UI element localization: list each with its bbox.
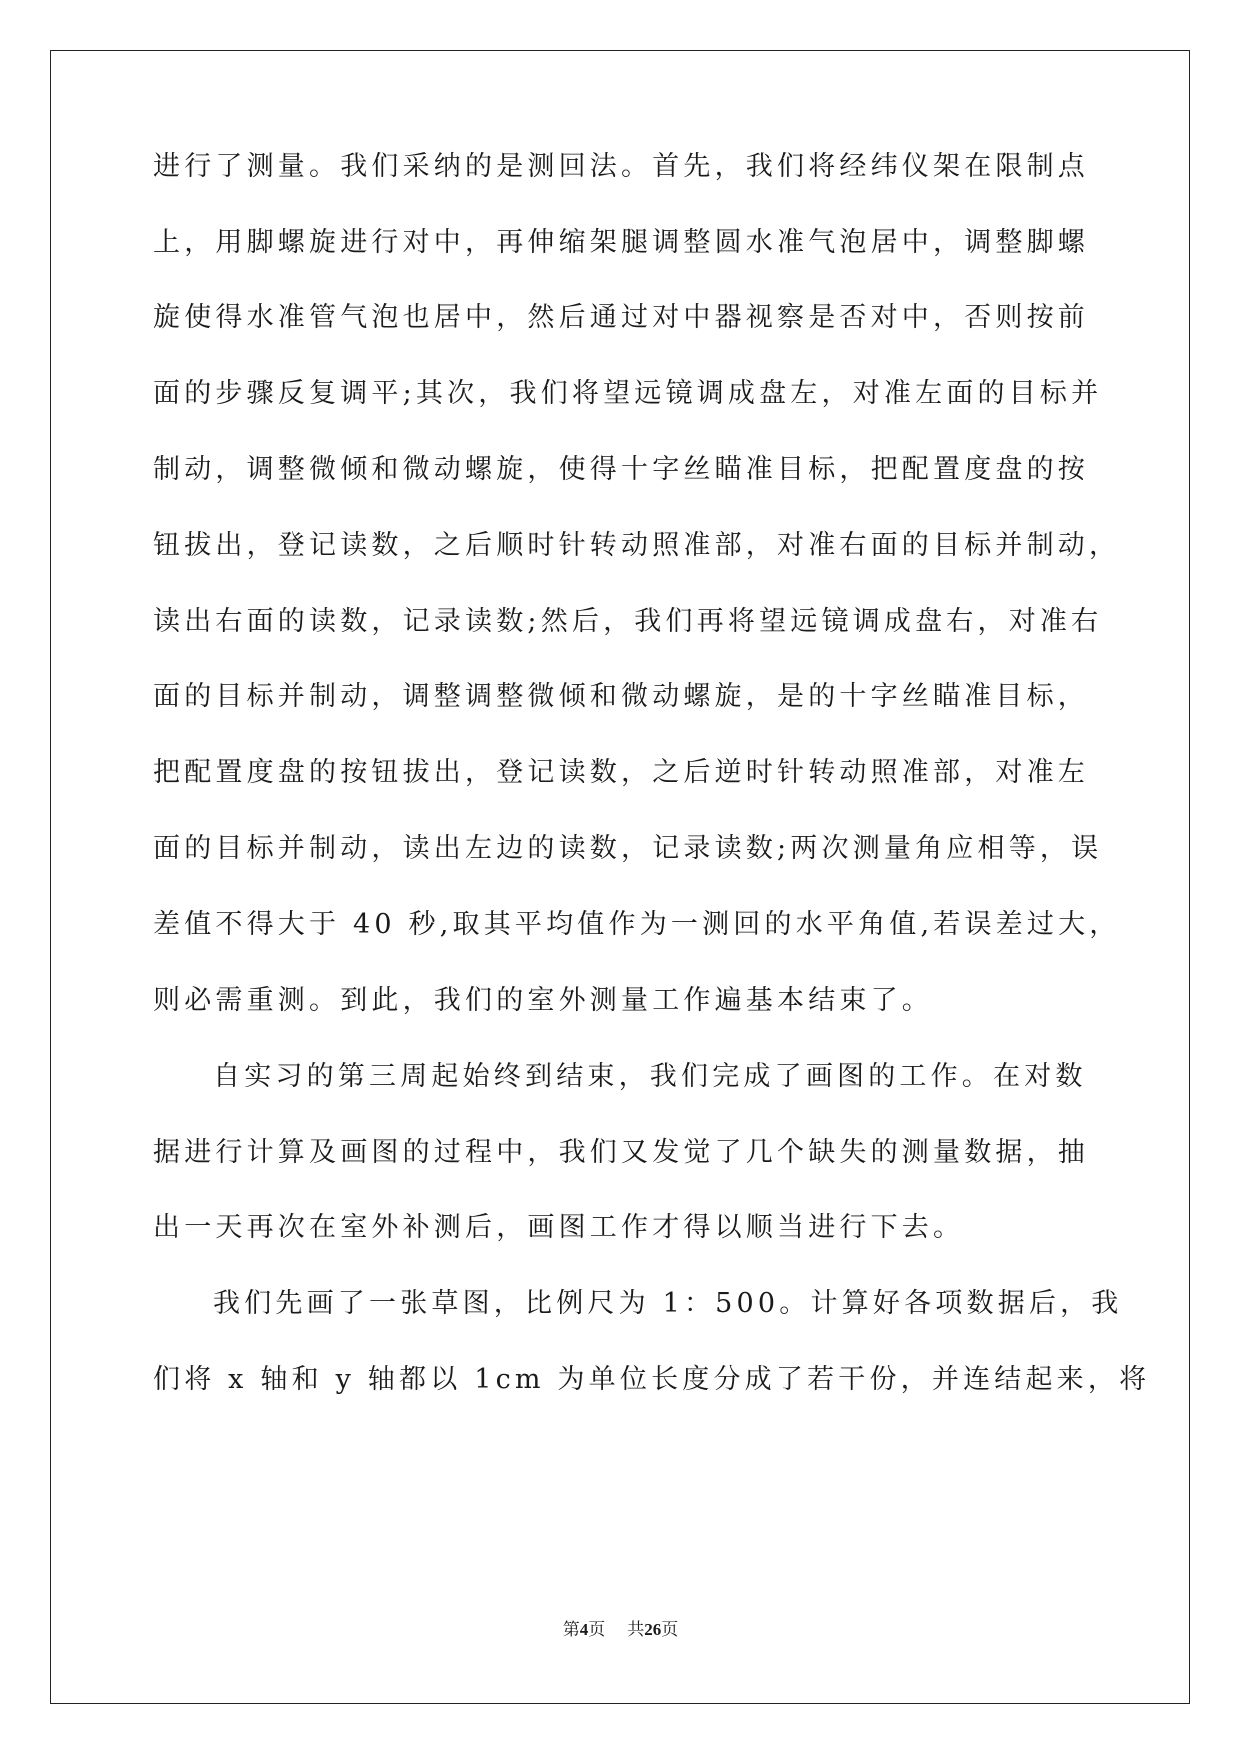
- text-line: 旋使得水准管气泡也居中，然后通过对中器视察是否对中，否则按前: [153, 302, 1089, 333]
- current-page-number: 4: [579, 1620, 589, 1639]
- text-line: 进行了测量。我们采纳的是测回法。首先，我们将经纬仪架在限制点: [153, 151, 1089, 182]
- text-line: 差值不得大于 40 秒,取其平均值作为一测回的水平角值,若误差过大，: [153, 909, 1121, 940]
- text-line: 据进行计算及画图的过程中，我们又发觉了几个缺失的测量数据，抽: [153, 1137, 1089, 1168]
- text-line: 制动，调整微倾和微动螺旋，使得十字丝瞄准目标，把配置度盘的按: [153, 454, 1089, 485]
- text-line: 面的步骤反复调平;其次，我们将望远镜调成盘左，对准左面的目标并: [153, 378, 1103, 409]
- text-line: 面的目标并制动，读出左边的读数，记录读数;两次测量角应相等，误: [153, 833, 1103, 864]
- footer-total-prefix: 共: [627, 1620, 645, 1639]
- footer-page-word: 页: [588, 1620, 606, 1639]
- text-line: 上，用脚螺旋进行对中，再伸缩架腿调整圆水准气泡居中，调整脚螺: [153, 227, 1089, 258]
- paragraph-first-line: 自实习的第三周起始终到结束，我们完成了画图的工作。在对数: [213, 1061, 1087, 1092]
- text-line: 们将 x 轴和 y 轴都以 1cm 为单位长度分成了若干份，并连结起来，将: [153, 1364, 1151, 1395]
- paragraph-first-line: 我们先画了一张草图，比例尺为 1：500。计算好各项数据后，我: [213, 1288, 1123, 1319]
- text-line: 读出右面的读数，记录读数;然后，我们再将望远镜调成盘右，对准右: [153, 606, 1103, 637]
- total-pages-number: 26: [644, 1620, 662, 1639]
- text-line: 出一天再次在室外补测后，画图工作才得以顺当进行下去。: [153, 1212, 965, 1243]
- page-border: [50, 50, 1190, 1704]
- text-line: 面的目标并制动，调整调整微倾和微动螺旋，是的十字丝瞄准目标，: [153, 681, 1089, 712]
- footer-total-suffix: 页: [661, 1620, 679, 1639]
- footer-prefix: 第: [562, 1620, 580, 1639]
- text-line: 把配置度盘的按钮拔出，登记读数，之后逆时针转动照准部，对准左: [153, 757, 1089, 788]
- page-footer: [0, 1615, 1241, 1640]
- text-line: 钮拔出，登记读数，之后顺时针转动照准部，对准右面的目标并制动，: [153, 530, 1121, 561]
- text-line: 则必需重测。到此，我们的室外测量工作遍基本结束了。: [153, 985, 933, 1016]
